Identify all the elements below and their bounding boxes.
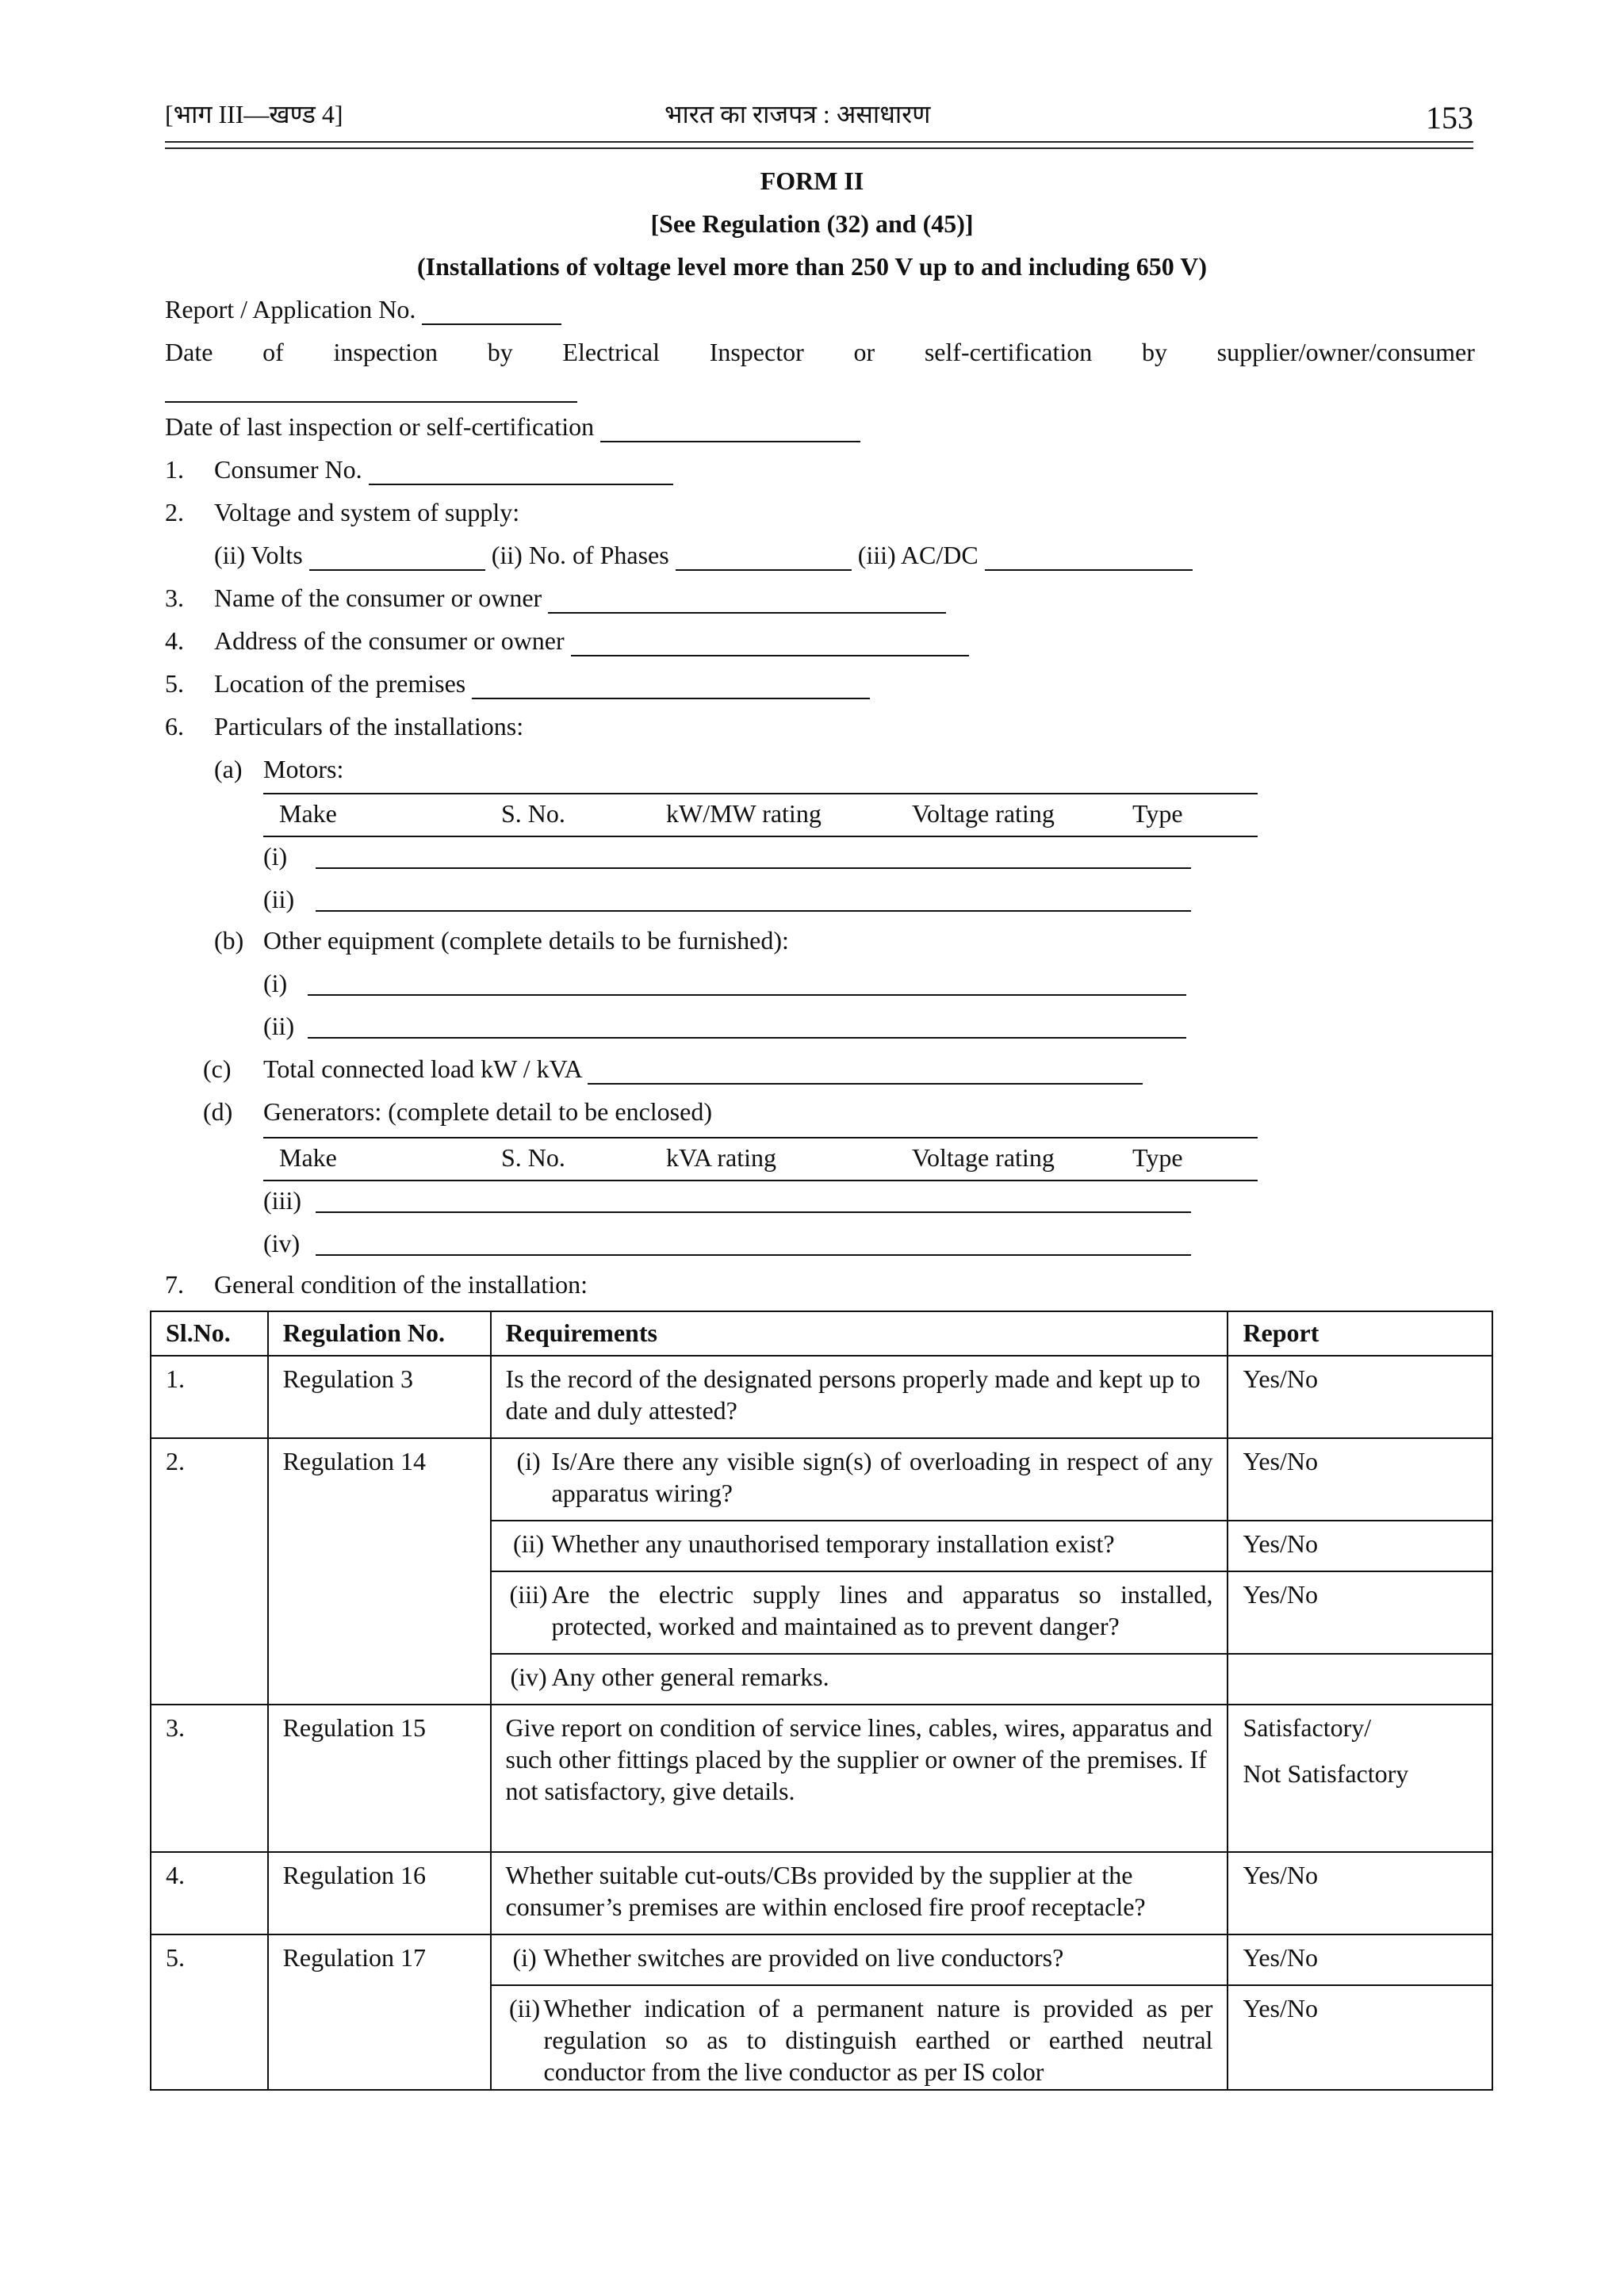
acdc-label: (iii) AC/DC xyxy=(857,541,979,569)
acdc-blank[interactable] xyxy=(985,545,1193,571)
report-cell[interactable]: Yes/No xyxy=(1228,1985,1492,2090)
item-number: 4. xyxy=(165,626,184,655)
row-label: (iv) xyxy=(263,1229,301,1257)
item-number: 7. xyxy=(165,1270,184,1299)
date-inspection-blank[interactable] xyxy=(165,377,577,403)
generator-row-blank[interactable] xyxy=(316,1227,1191,1256)
date-last-field[interactable] xyxy=(165,411,860,442)
table-row xyxy=(151,1934,1492,1985)
sub-requirement: Any other general remarks. xyxy=(551,1663,829,1691)
row-label: (ii) xyxy=(263,885,295,913)
motors-label: Motors: xyxy=(263,755,344,783)
report-cell[interactable] xyxy=(1228,1654,1492,1705)
report-no-label: Report / Application No. xyxy=(165,295,416,323)
date-word: of xyxy=(262,338,284,366)
requirement-cell xyxy=(491,1654,1228,1705)
motors-table xyxy=(263,793,1258,936)
consumer-no-blank[interactable] xyxy=(369,460,673,485)
other-equipment-blank[interactable] xyxy=(308,1010,1186,1039)
motors-table-header xyxy=(263,798,1258,829)
table-row xyxy=(151,1705,1492,1852)
sub-requirement: Whether any unauthorised temporary installation exist? xyxy=(551,1529,1115,1558)
report-cell[interactable]: Yes/No xyxy=(1228,1356,1492,1438)
premises-location-label: Location of the premises xyxy=(214,669,466,698)
row-label: (i) xyxy=(263,969,288,997)
header-gazette-title: भारत का राजपत्र : असाधारण xyxy=(665,100,931,128)
premises-location-blank[interactable] xyxy=(472,674,870,699)
other-equipment-rows xyxy=(263,967,1258,1054)
sub-requirement: Is/Are there any visible sign(s) of overloading in respect of any apparatus wiring? xyxy=(551,1447,1213,1507)
consumer-address-blank[interactable] xyxy=(571,631,969,656)
date-inspection-label xyxy=(165,336,1475,368)
generators-table-header xyxy=(263,1142,1258,1173)
report-cell[interactable]: Yes/No xyxy=(1228,1521,1492,1571)
generators-table-top-rule xyxy=(263,1137,1258,1138)
report-no-field[interactable] xyxy=(165,293,561,325)
sl-no-cell: 3. xyxy=(151,1705,268,1852)
date-word: Electrical xyxy=(562,338,660,366)
col-voltage-rating: Voltage rating xyxy=(912,799,1055,828)
generator-row[interactable] xyxy=(263,1184,1191,1219)
volts-label: (ii) Volts xyxy=(214,541,303,569)
phases-blank[interactable] xyxy=(676,545,852,571)
date-inspection-blank-line[interactable] xyxy=(165,371,577,403)
date-last-label: Date of last inspection or self-certification xyxy=(165,412,595,441)
form-scope: (Installations of voltage level more than 250 V up to and including 650 V) xyxy=(417,252,1207,281)
motors-table-header-rule xyxy=(263,836,1258,837)
page-number: 153 xyxy=(1426,100,1473,136)
report-cell[interactable]: Yes/No xyxy=(1228,1438,1492,1521)
sub-requirement: Are the electric supply lines and apparatus so installed, protected, worked and maintained as to prevent danger? xyxy=(551,1580,1213,1640)
general-condition-table xyxy=(150,1311,1493,2091)
table-row xyxy=(151,1852,1492,1934)
report-cell[interactable]: Yes/No xyxy=(1228,1571,1492,1654)
requirement-cell: Give report on condition of service lines, cables, wires, apparatus and such other fittings placed by the supplier or owner of the premises. If not satisfactory, give details. xyxy=(491,1705,1228,1852)
report-cell[interactable]: Yes/No xyxy=(1228,1934,1492,1985)
date-word: Date xyxy=(165,338,213,366)
requirement-cell xyxy=(491,1438,1228,1521)
header-requirements: Requirements xyxy=(491,1311,1228,1356)
table-header-row xyxy=(151,1311,1492,1356)
sub-item-number: (c) xyxy=(203,1054,232,1083)
col-kw-mw-rating: kW/MW rating xyxy=(666,799,822,828)
report-no-blank[interactable] xyxy=(422,300,561,325)
motor-row[interactable] xyxy=(263,883,1191,918)
item-number: 5. xyxy=(165,669,184,698)
date-word: by xyxy=(1141,338,1167,366)
item-number: 3. xyxy=(165,584,184,612)
consumer-name-label: Name of the consumer or owner xyxy=(214,584,542,612)
requirement-cell xyxy=(491,1985,1228,2090)
sub-item-number: (d) xyxy=(203,1097,233,1126)
date-word: self-certification xyxy=(924,338,1093,366)
item-number: 1. xyxy=(165,455,184,484)
sub-number: (iii) xyxy=(509,1580,548,1609)
phases-label: (ii) No. of Phases xyxy=(491,541,669,569)
regulation-reference: [See Regulation (32) and (45)] xyxy=(650,209,974,238)
sl-no-cell: 5. xyxy=(151,1934,268,2090)
consumer-name-blank[interactable] xyxy=(548,588,946,614)
col-serial-no: S. No. xyxy=(501,799,565,828)
col-serial-no: S. No. xyxy=(501,1143,565,1172)
header-part-section: [भाग III—खण्ड 4] xyxy=(165,100,343,128)
consumer-no-label: Consumer No. xyxy=(214,455,362,484)
sub-number: (ii) xyxy=(513,1529,545,1558)
sl-no-cell: 1. xyxy=(151,1356,268,1438)
motor-row-blank[interactable] xyxy=(316,840,1191,869)
date-word: by xyxy=(487,338,513,366)
connected-load-blank[interactable] xyxy=(588,1059,1143,1085)
row-label: (ii) xyxy=(263,1012,295,1040)
requirement-cell: Is the record of the designated persons properly made and kept up to date and duly attested? xyxy=(491,1356,1228,1438)
date-word: or xyxy=(853,338,875,366)
volts-blank[interactable] xyxy=(309,545,485,571)
header-sl-no: Sl.No. xyxy=(151,1311,268,1356)
connected-load-label: Total connected load kW / kVA xyxy=(263,1054,581,1083)
other-equipment-label: Other equipment (complete details to be furnished): xyxy=(263,926,789,955)
generator-row-blank[interactable] xyxy=(316,1184,1191,1213)
sub-number: (i) xyxy=(516,1447,541,1475)
connected-load-field[interactable] xyxy=(263,1053,1143,1085)
row-label: (iii) xyxy=(263,1186,301,1215)
generators-table xyxy=(263,1137,1258,1280)
sub-requirement: Whether switches are provided on live conductors? xyxy=(543,1943,1064,1972)
installation-particulars-label: Particulars of the installations: xyxy=(214,712,524,740)
item-number: 6. xyxy=(165,712,184,740)
motors-table-top-rule xyxy=(263,793,1258,794)
header-rule-double xyxy=(165,147,1473,149)
col-kva-rating: kVA rating xyxy=(666,1143,776,1172)
premises-location-field[interactable] xyxy=(214,668,870,699)
regulation-cell: Regulation 17 xyxy=(268,1934,491,2090)
voltage-system-label: Voltage and system of supply: xyxy=(214,498,520,526)
requirement-cell xyxy=(491,1521,1228,1571)
sub-requirement: Whether indication of a permanent nature is provided as per regulation so as to distinguish earthed or earthed neutral conductor from the live conductor as per IS color xyxy=(543,1994,1213,2086)
report-option: Satisfactory/ xyxy=(1243,1713,1372,1742)
motor-row[interactable] xyxy=(263,840,1191,875)
col-make: Make xyxy=(279,799,337,828)
generator-row[interactable] xyxy=(263,1227,1191,1262)
header-report: Report xyxy=(1228,1311,1492,1356)
table-row xyxy=(151,1356,1492,1438)
col-type: Type xyxy=(1132,1143,1183,1172)
other-equipment-row[interactable] xyxy=(263,1010,1186,1045)
sl-no-cell: 4. xyxy=(151,1852,268,1934)
other-equipment-blank[interactable] xyxy=(308,967,1186,996)
header-rule xyxy=(165,141,1473,143)
generators-table-header-rule xyxy=(263,1180,1258,1181)
row-label: (i) xyxy=(263,842,288,871)
motor-row-blank[interactable] xyxy=(316,883,1191,912)
sub-number: (i) xyxy=(512,1943,537,1972)
sub-number: (iv) xyxy=(510,1663,547,1691)
sl-no-cell: 2. xyxy=(151,1438,268,1705)
other-equipment-row[interactable] xyxy=(263,967,1186,1002)
header-regulation-no: Regulation No. xyxy=(268,1311,491,1356)
form-title: FORM II xyxy=(760,166,864,195)
col-type: Type xyxy=(1132,799,1183,828)
general-condition-label: General condition of the installation: xyxy=(214,1270,588,1299)
date-word: Inspector xyxy=(709,338,804,366)
generators-label: Generators: (complete detail to be enclosed) xyxy=(263,1097,712,1126)
table-row xyxy=(151,1438,1492,1521)
requirement-cell xyxy=(491,1934,1228,1985)
consumer-no-field[interactable] xyxy=(214,453,673,485)
date-word: inspection xyxy=(333,338,438,366)
sub-item-number: (a) xyxy=(214,755,243,783)
supply-details-row[interactable] xyxy=(214,539,1193,571)
date-last-blank[interactable] xyxy=(600,417,860,442)
report-cell[interactable] xyxy=(1228,1705,1492,1852)
regulation-cell: Regulation 16 xyxy=(268,1852,491,1934)
regulation-cell: Regulation 14 xyxy=(268,1438,491,1705)
regulation-cell: Regulation 3 xyxy=(268,1356,491,1438)
item-number: 2. xyxy=(165,498,184,526)
requirement-cell xyxy=(491,1571,1228,1654)
consumer-name-field[interactable] xyxy=(214,582,946,614)
sub-item-number: (b) xyxy=(214,926,244,955)
sub-number: (ii) xyxy=(509,1994,541,2022)
report-option: Not Satisfactory xyxy=(1243,1759,1409,1788)
report-cell[interactable]: Yes/No xyxy=(1228,1852,1492,1934)
date-word: supplier/owner/consumer xyxy=(1216,338,1475,366)
consumer-address-label: Address of the consumer or owner xyxy=(214,626,565,655)
consumer-address-field[interactable] xyxy=(214,625,969,656)
col-make: Make xyxy=(279,1143,337,1172)
regulation-cell: Regulation 15 xyxy=(268,1705,491,1852)
col-voltage-rating: Voltage rating xyxy=(912,1143,1055,1172)
requirement-cell: Whether suitable cut-outs/CBs provided by the supplier at the consumer’s premises are within enclosed fire proof receptacle? xyxy=(491,1852,1228,1934)
page-header xyxy=(165,98,1473,138)
